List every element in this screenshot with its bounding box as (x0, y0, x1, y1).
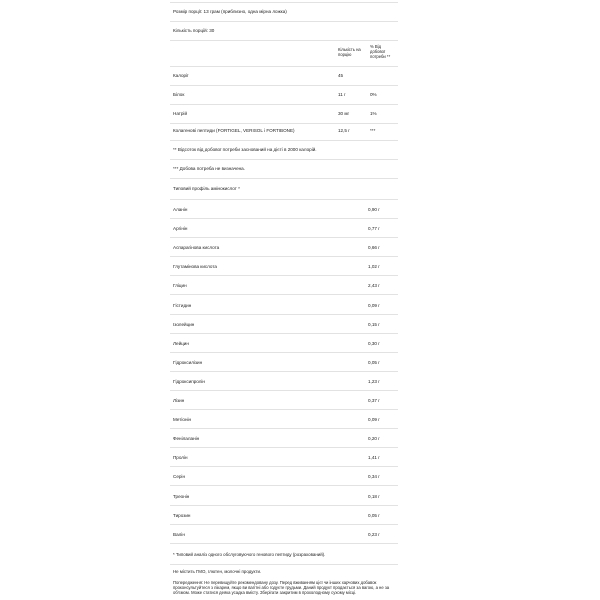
amino-acid-value: 1,41 г (368, 455, 380, 461)
amino-acid-value: 0,34 г (368, 474, 380, 480)
amino-acid-value: 0,20 г (368, 436, 380, 442)
amino-acid-value: 0,09 г (368, 302, 380, 308)
divider (170, 524, 398, 525)
amino-acid-name: Гістидин (173, 302, 192, 308)
servings-count: Кількість порцій: 30 (173, 28, 215, 33)
nutrient-amount: 30 мг (338, 111, 350, 116)
divider (170, 352, 398, 353)
header-daily-value: % Від добової потреби ** (370, 44, 391, 60)
amino-acid-name: Пролін (173, 455, 188, 461)
nutrient-amount: 11 г (338, 92, 346, 97)
amino-acid-name: Лейцин (173, 340, 189, 346)
nutrient-dv: 1% (370, 111, 377, 116)
daily-value-note-2: *** Добова потреба не визначена. (173, 166, 246, 171)
divider (170, 447, 398, 448)
header-per-serving: Кількість на порцію (338, 47, 361, 58)
warning-text: Попередження: Не перевищуйте рекомендовану дозу. Перед вживанням цієї чи інших харчових добавок проконсультуйтеся з лікарем, якщо ви вагітні або годуєте грудьми. Даний продукт продається за вагою, а не за об'ємом. Може статися деяка усадка вмісту. Зберігати закритим в прохолодному сухому місці. (173, 580, 390, 596)
amino-acid-value: 0,09 г (368, 417, 380, 423)
divider (170, 256, 398, 257)
divider (170, 123, 398, 124)
nutrient-name: Колагенові пептиди (FORTIGEL, VERISOL і FORTIBONE) (173, 128, 295, 133)
amino-acid-name: Тирозин (173, 512, 191, 518)
amino-acid-value: 0,30 г (368, 340, 380, 346)
nutrient-amount: 12,5 г (338, 128, 350, 133)
amino-acid-value: 0,18 г (368, 493, 380, 499)
free-of-statement: Не містить ГМО, глютен, молочні продукти. (173, 569, 262, 574)
divider (170, 409, 398, 410)
amino-acid-value: 1,02 г (368, 264, 380, 270)
serving-size: Розмір порції: 13 грам (приблизно, одна мірна ложка) (173, 9, 287, 14)
divider (170, 485, 398, 486)
amino-acid-name: Валін (173, 531, 185, 537)
amino-acid-value: 0,23 г (368, 531, 380, 537)
amino-acid-value: 1,23 г (368, 378, 380, 384)
amino-acid-name: Гідроксилізин (173, 359, 203, 365)
divider (170, 66, 398, 67)
divider (170, 371, 398, 372)
amino-acid-name: Аланін (173, 207, 188, 212)
divider (170, 199, 398, 200)
amino-acid-name: Аспарагінова кислота (173, 245, 220, 251)
amino-acid-value: 0,05 г (368, 359, 380, 365)
divider (170, 237, 398, 238)
supplement-facts-panel (170, 0, 398, 600)
divider (170, 85, 398, 86)
divider (170, 505, 398, 506)
divider (170, 390, 398, 391)
amino-note: * Типовий аналіз одного обслуговуючого генового пептиду (розрахований). (173, 552, 326, 557)
divider (170, 314, 398, 315)
amino-acid-value: 0,15 г (368, 321, 380, 327)
nutrient-amount: 45 (338, 73, 344, 78)
amino-acid-name: Треонін (173, 493, 190, 499)
divider (170, 104, 398, 105)
divider (170, 21, 398, 22)
nutrient-name: Калорії (173, 73, 189, 78)
amino-acid-name: Метіонін (173, 417, 192, 423)
amino-acid-name: Ізолейцин (173, 321, 195, 327)
divider (170, 159, 398, 160)
daily-value-note: ** Відсоток від добової потреби заснований на дієті в 2000 калорій. (173, 147, 317, 152)
divider (170, 218, 398, 219)
amino-acid-name: Фенілаланін (173, 436, 200, 442)
amino-acid-value: 0,90 г (368, 207, 380, 212)
amino-acid-name: Аргінін (173, 226, 188, 232)
amino-acid-value: 2,43 г (368, 283, 380, 289)
amino-acid-name: Гліцин (173, 283, 187, 289)
amino-acid-name: Глутамінова кислота (173, 264, 217, 270)
amino-acid-name: Гідроксипролін (173, 378, 205, 384)
amino-acid-value: 0,37 г (368, 398, 380, 403)
divider (170, 333, 398, 334)
divider (170, 2, 398, 3)
divider (170, 543, 398, 544)
nutrient-name: Білок (173, 92, 185, 97)
nutrient-dv: 0% (370, 92, 377, 97)
nutrient-dv: *** (370, 128, 376, 133)
divider (170, 178, 398, 179)
amino-acid-value: 0,77 г (368, 226, 380, 232)
divider (170, 275, 398, 276)
amino-acid-value: 0,05 г (368, 512, 380, 518)
amino-acid-value: 0,66 г (368, 245, 380, 251)
divider (170, 564, 398, 565)
divider (170, 428, 398, 429)
divider (170, 40, 398, 41)
divider (170, 466, 398, 467)
amino-acid-name: Серін (173, 474, 185, 480)
amino-acid-name: Лізин (173, 398, 185, 403)
nutrient-name: Натрій (173, 111, 188, 116)
divider (170, 140, 398, 141)
amino-profile-title: Типовий профіль амінокислот * (173, 186, 240, 191)
divider (170, 294, 398, 295)
